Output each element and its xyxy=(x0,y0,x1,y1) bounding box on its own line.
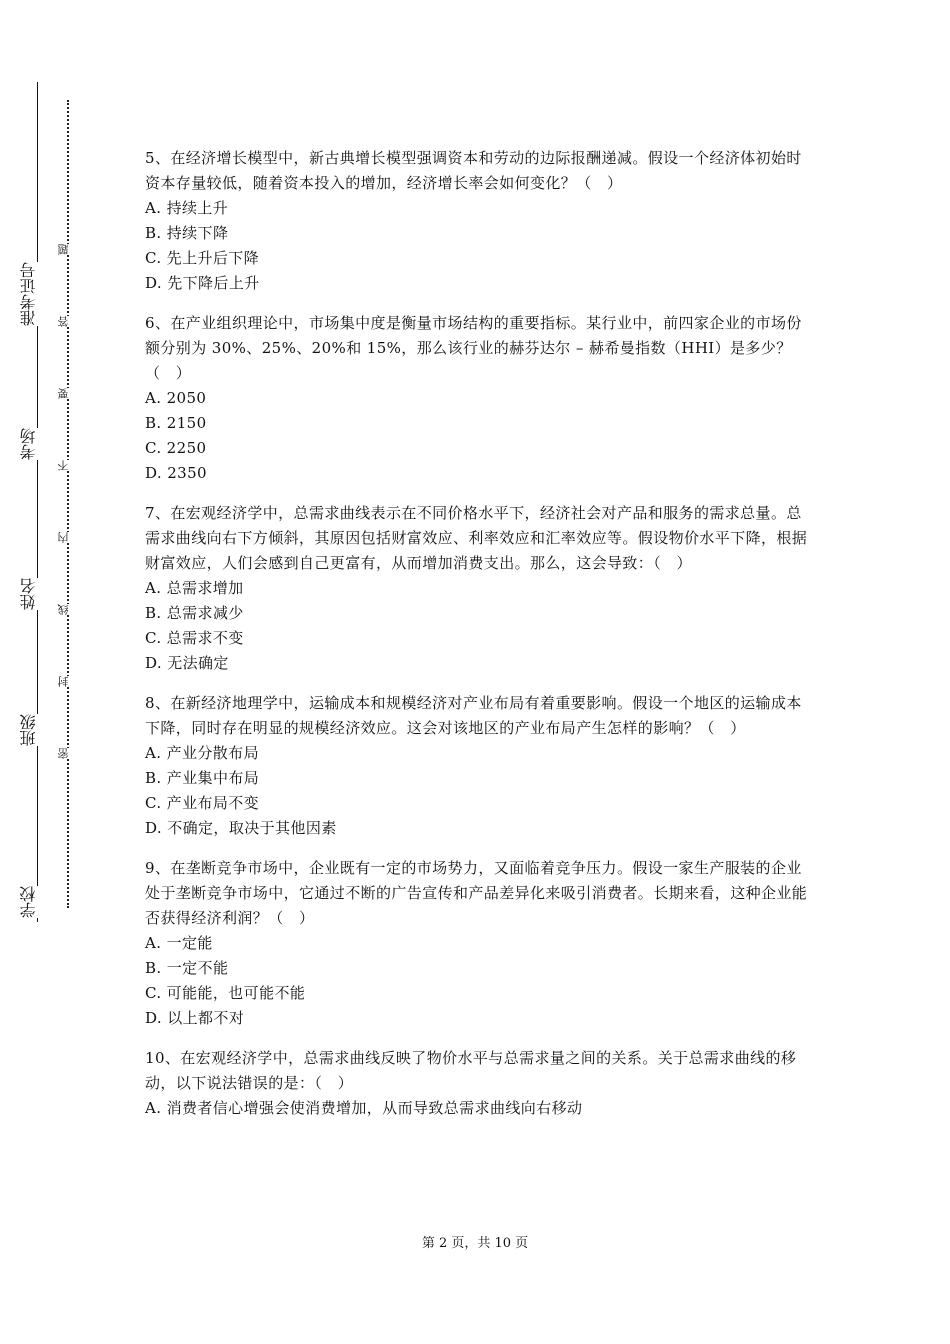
binding-strip xyxy=(0,0,90,1344)
question-stem: 6、在产业组织理论中，市场集中度是衡量市场结构的重要指标。某行业中，前四家企业的市场份额分别为 30%、25%、20%和 15%，那么该行业的赫芬达尔 – 赫希曼指数（HHI）是多少？（ ） xyxy=(145,314,802,382)
class-label: 班级 xyxy=(20,714,56,746)
option-c: C. 2250 xyxy=(145,439,207,457)
seal-char: 封 xyxy=(58,676,78,687)
seal-char: 要 xyxy=(58,388,78,399)
exam-room-label: 考场 xyxy=(20,428,56,460)
seal-char: 答 xyxy=(58,316,78,327)
option-d: D. 先下降后上升 xyxy=(145,274,260,292)
option-c: C. 总需求不变 xyxy=(145,629,244,647)
option-a: A. 一定能 xyxy=(145,934,213,952)
option-b: B. 持续下降 xyxy=(145,224,229,242)
question-7 xyxy=(145,501,810,676)
school-label: 学校 xyxy=(20,886,56,918)
question-stem: 10、在宏观经济学中，总需求曲线反映了物价水平与总需求量之间的关系。关于总需求曲线的移动，以下说法错误的是：（ ） xyxy=(145,1049,797,1092)
option-a: A. 2050 xyxy=(145,389,207,407)
question-10 xyxy=(145,1046,810,1121)
admission-number-label: 准考证号 xyxy=(20,262,56,326)
seal-char: 题 xyxy=(58,244,78,255)
question-list xyxy=(145,146,810,1136)
option-a: A. 持续上升 xyxy=(145,199,229,217)
page-footer: 第 2 页，共 10 页 xyxy=(421,1236,529,1251)
option-b: B. 总需求减少 xyxy=(145,604,244,622)
question-stem: 8、在新经济地理学中，运输成本和规模经济对产业布局有着重要影响。假设一个地区的运输成本下降，同时存在明显的规模经济效应。这会对该地区的产业布局产生怎样的影响？（ ） xyxy=(145,694,802,737)
option-a: A. 总需求增加 xyxy=(145,579,244,597)
option-c: C. 先上升后下降 xyxy=(145,249,260,267)
option-d: D. 2350 xyxy=(145,464,208,482)
option-d: D. 以上都不对 xyxy=(145,1009,245,1027)
option-d: D. 不确定，取决于其他因素 xyxy=(145,819,337,837)
seal-char: 不 xyxy=(58,460,78,471)
question-stem: 5、在经济增长模型中，新古典增长模型强调资本和劳动的边际报酬递减。假设一个经济体初始时资本存量较低，随着资本投入的增加，经济增长率会如何变化？（ ） xyxy=(145,149,802,192)
option-a: A. 消费者信心增强会使消费增加，从而导致总需求曲线向右移动 xyxy=(145,1099,583,1117)
option-c: C. 产业布局不变 xyxy=(145,794,260,812)
option-b: B. 一定不能 xyxy=(145,959,229,977)
option-a: A. 产业分散布局 xyxy=(145,744,259,762)
seal-char: 内 xyxy=(58,532,78,543)
option-c: C. 可能能，也可能不能 xyxy=(145,984,306,1002)
question-5 xyxy=(145,146,810,296)
seal-char: 线 xyxy=(58,604,78,615)
option-b: B. 2150 xyxy=(145,414,207,432)
seal-dotted-line xyxy=(67,100,69,908)
option-b: B. 产业集中布局 xyxy=(145,769,260,787)
question-8 xyxy=(145,691,810,841)
binding-solid-line xyxy=(37,82,38,922)
name-label: 姓名 xyxy=(20,578,56,610)
question-9 xyxy=(145,856,810,1031)
question-stem: 7、在宏观经济学中，总需求曲线表示在不同价格水平下，经济社会对产品和服务的需求总量。总需求曲线向右下方倾斜，其原因包括财富效应、利率效应和汇率效应等。假设物价水平下降，根据财富效应，人们会感到自己更富有，从而增加消费支出。那么，这会导致：（ ） xyxy=(145,504,808,572)
question-6 xyxy=(145,311,810,486)
option-d: D. 无法确定 xyxy=(145,654,229,672)
seal-char: 密 xyxy=(58,748,78,759)
question-stem: 9、在垄断竞争市场中，企业既有一定的市场势力，又面临着竞争压力。假设一家生产服装的企业处于垄断竞争市场中，它通过不断的广告宣传和产品差异化来吸引消费者。长期来看，这种企业能否获得经济利润？（ ） xyxy=(145,859,808,927)
